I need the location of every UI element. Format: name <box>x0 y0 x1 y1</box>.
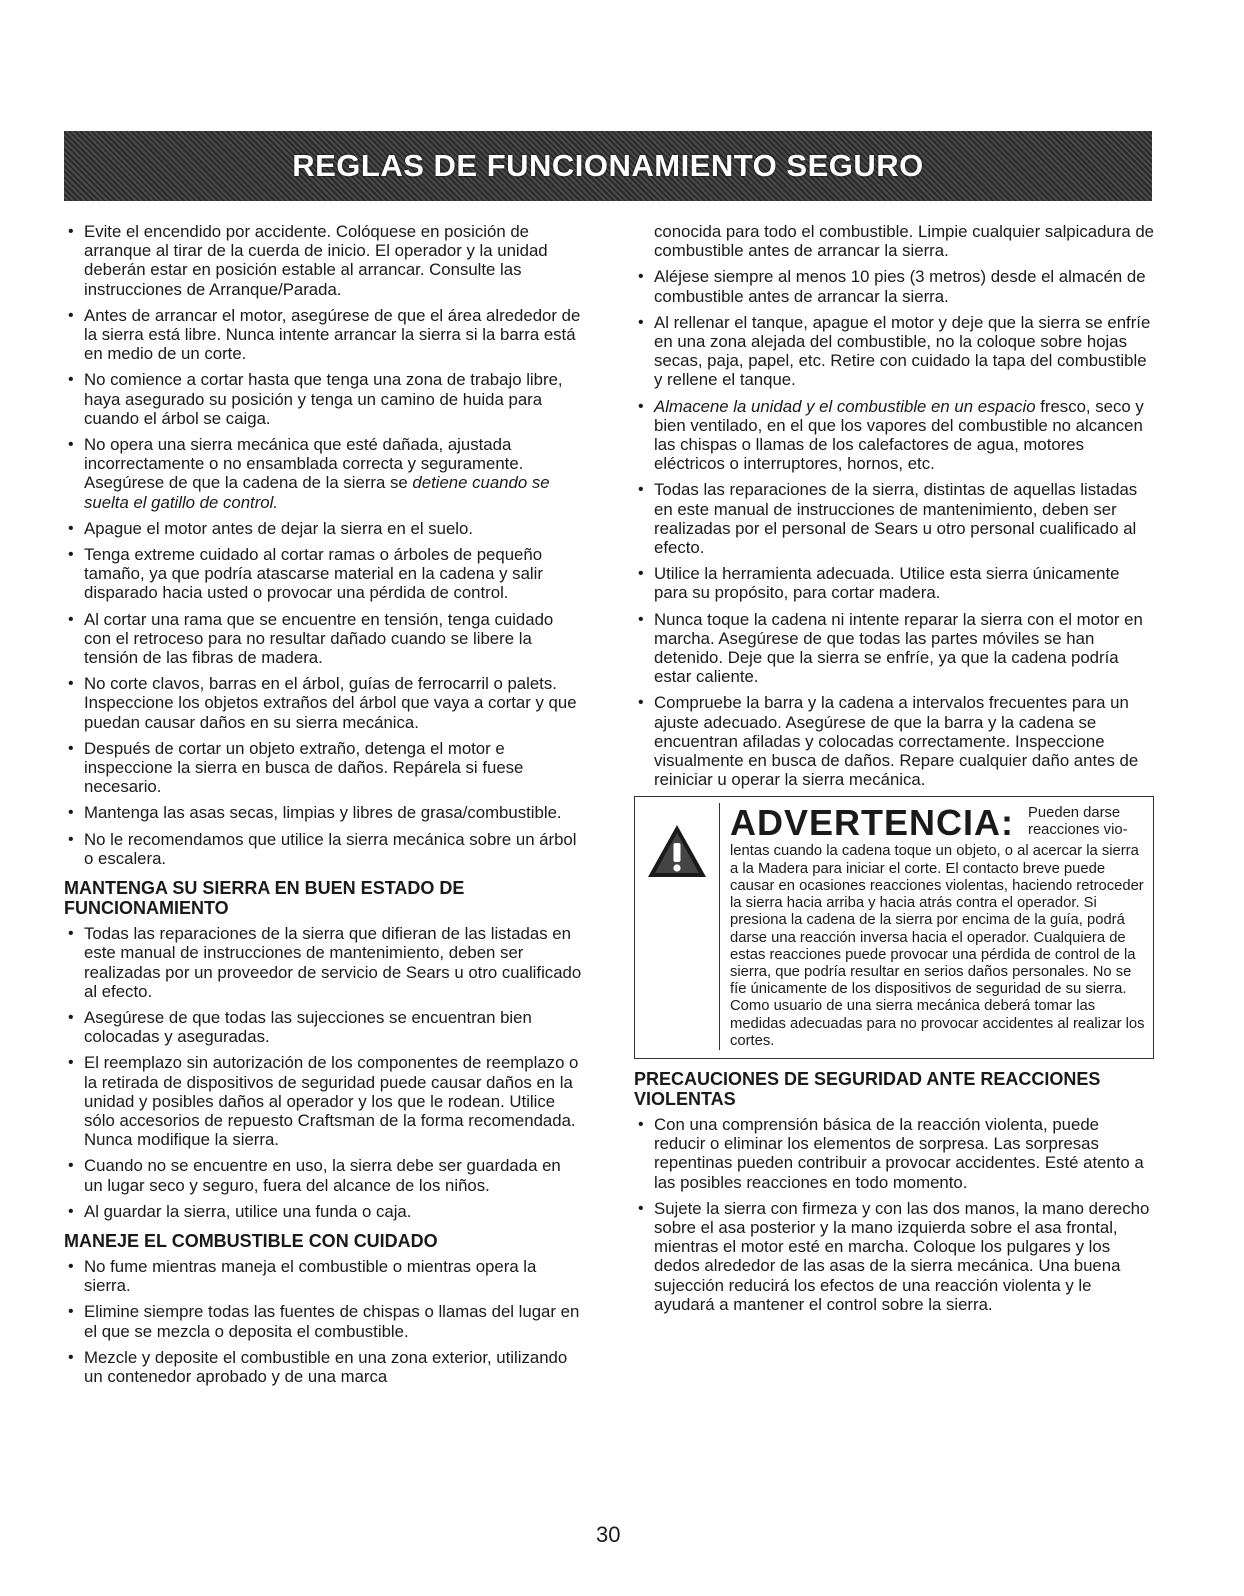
list-item: • Antes de arrancar el motor, asegúrese de que el área alrededor de la sierra está libre. Nunca intente arrancar la sierra si la barra está en medio de un corte. <box>64 306 584 364</box>
list-item: • Con una comprensión básica de la reacción violenta, puede reducir o eliminar los elementos de sorpresa. Las sorpresas repentinas pueden contribuir a provocar accidentes. Esté atento a las posibles reacciones en todo momento. <box>634 1115 1154 1192</box>
warning-title: ADVERTENCIA: <box>730 802 1015 844</box>
list-item: • Compruebe la barra y la cadena a intervalos frecuentes para un ajuste adecuado. Asegúrese de que la barra y la cadena se encuentran afiladas y colocadas correctamente. Inspeccione visualmente en busca de daños. Repare cualquier daño antes de reiniciar u operar la sierra mecánica. <box>634 693 1154 789</box>
list-item: • Al guardar la sierra, utilice una funda o caja. <box>64 1202 584 1221</box>
list-item: • Mantenga las asas secas, limpias y libres de grasa/combustible. <box>64 803 584 822</box>
list-item: • Nunca toque la cadena ni intente reparar la sierra con el motor en marcha. Asegúrese de que todas las partes móviles se han detenido. Deje que la sierra se enfríe, ya que la cadena podría estar caliente. <box>634 610 1154 687</box>
list-item: • Asegúrese de que todas las sujecciones se encuentran bien colocadas y aseguradas. <box>64 1008 584 1046</box>
list-item: • Al cortar una rama que se encuentre en tensión, tenga cuidado con el retroceso para no resultar dañado cuando se libere la tensión de las fibras de madera. <box>64 610 584 668</box>
list-item-italic: Almacene la unidad y el combustible en un espacio <box>654 396 1036 416</box>
list-item: • No comience a cortar hasta que tenga una zona de trabajo libre, haya asegurado su posición y tenga un camino de huida para cuando el árbol se caiga. <box>64 370 584 428</box>
title-banner <box>64 131 1152 201</box>
warning-text: lentas cuando la cadena toque un objeto, o al acercar la sierra a la Madera para iniciar el corte. El contacto breve puede causar en ocasiones reacciones violentas, haciendo retroceder la sierra hacia arriba y hacia atrás contra el operador. Si presiona la cadena de la sierra por encima de la guía, podrá darse una reacción inversa hacia el operador. Cualquiera de estas reacciones puede provocar una pérdida de control de la sierra, que podría resultar en serios daños personales. No se fíe únicamente de los dispositivos de seguridad de su sierra. Como usuario de una sierra mecánica deberá tomar las medidas adecuadas para no provocar accidentes al realizar los cortes. <box>730 843 1145 1049</box>
list-item: • Todas las reparaciones de la sierra que difieran de las listadas en este manual de instrucciones de mantenimiento, deben ser realizadas por un proveedor de servicio de Sears u otro cualificado al efecto. <box>64 924 584 1001</box>
list-item-text: No opera una sierra mecánica que esté dañada, ajustada incorrectamente o no ensamblada correcta y seguramente. Asegúrese de que la cadena de la sierra se <box>84 435 524 493</box>
page-title: REGLAS DE FUNCIONAMIENTO SEGURO <box>292 148 924 183</box>
right-column <box>634 222 1154 1321</box>
list-item: • Utilice la herramienta adecuada. Utilice esta sierra únicamente para su propósito, para cortar madera. <box>634 564 1154 602</box>
list-item: • No fume mientras maneja el combustible o mientras opera la sierra. <box>64 1257 584 1295</box>
warning-header <box>730 803 1147 843</box>
section-heading-kickback: PRECAUCIONES DE SEGURIDAD ANTE REACCIONES VIOLENTAS <box>634 1068 1101 1109</box>
list-item: • Mezcle y deposite el combustible en una zona exterior, utilizando un contenedor aprobado y de una marca <box>64 1348 584 1386</box>
list-item: • El reemplazo sin autorización de los componentes de reemplazo o la retirada de dispositivos de seguridad puede causar daños en la unidad y posibles daños al operador y los que le rodean. Utilice sólo accesorios de repuesto Craftsman de la forma recomendada. Nunca modifique la sierra. <box>64 1053 584 1149</box>
list-item-text: fresco, seco y bien ventilado, en el que los vapores del combustible no alcancen las chispas o llamas de los calefactores de agua, motores eléctricos o interruptores, hornos, etc. <box>654 396 1144 474</box>
page-number: 30 <box>596 1522 621 1547</box>
maintenance-list <box>64 924 584 1221</box>
list-item: • Después de cortar un objeto extraño, detenga el motor e inspeccione la sierra en busca de daños. Repárela si fuese necesario. <box>64 739 584 797</box>
section-heading-fuel: MANEJE EL COMBUSTIBLE CON CUIDADO <box>64 1230 438 1251</box>
list-item <box>634 397 1154 474</box>
list-item: • Al rellenar el tanque, apague el motor y deje que la sierra se enfríe en una zona alejada del combustible, no la coloque sobre hojas secas, paja, papel, etc. Retire con cuidado la tapa del combustible y rellene el tanque. <box>634 313 1154 390</box>
warning-triangle-icon <box>635 803 719 1049</box>
list-item: • Apague el motor antes de dejar la sierra en el suelo. <box>64 519 584 538</box>
list-item: • No le recomendamos que utilice la sierra mecánica sobre un árbol o escalera. <box>64 830 584 868</box>
continued-text: conocida para todo el combustible. Limpie cualquier salpicadura de combustible antes de arrancar la sierra. <box>654 222 1155 261</box>
fuel-list <box>64 1257 584 1386</box>
list-item: • Cuando no se encuentre en uso, la sierra debe ser guardada en un lugar seco y seguro, fuera del alcance de los niños. <box>64 1156 584 1194</box>
kickback-list <box>634 1115 1154 1314</box>
left-column <box>64 222 584 1393</box>
list-item: • Tenga extreme cuidado al cortar ramas o árboles de pequeño tamaño, ya que podría atascarse material en la cadena y salir disparado hacia usted o provocar una pérdida de control. <box>64 545 584 603</box>
general-rules-list <box>64 222 584 868</box>
list-item: • Evite el encendido por accidente. Colóquese en posición de arranque al tirar de la cuerda de inicio. El operador y la unidad deberán estar en posición estable al arrancar. Consulte las instrucciones de Arranque/Parada. <box>64 222 584 299</box>
list-item: • No corte clavos, barras en el árbol, guías de ferrocarril o palets. Inspeccione los objetos extraños del árbol que vaya a cortar y que puedan causar daños en su sierra mecánica. <box>64 674 584 732</box>
list-item: • Elimine siempre todas las fuentes de chispas o llamas del lugar en el que se mezcla o deposita el combustible. <box>64 1302 584 1340</box>
list-item: • Sujete la sierra con firmeza y con las dos manos, la mano derecho sobre el asa posterior y la mano izquierda sobre el asa frontal, mientras el motor esté en marcha. Coloque los pulgares y los dedos alrededor de las asas de la sierra mecánica. Una buena sujección reducirá los efectos de una reacción violenta y le ayudará a mantener el control sobre la sierra. <box>634 1199 1154 1314</box>
fuel-list-continued <box>634 267 1154 789</box>
section-heading-maintenance: MANTENGA SU SIERRA EN BUEN ESTADO DE FUNCIONAMIENTO <box>64 878 465 919</box>
list-item: • Aléjese siempre al menos 10 pies (3 metros) desde el almacén de combustible antes de arrancar la sierra. <box>634 267 1154 305</box>
warning-box <box>634 796 1154 1058</box>
warning-body <box>719 803 1147 1049</box>
list-item <box>64 435 584 512</box>
list-item-italic: detiene cuando se suelta el gatillo de control. <box>84 473 550 512</box>
list-item: • Todas las reparaciones de la sierra, distintas de aquellas listadas en este manual de instrucciones de mantenimiento, deben ser realizadas por el personal de Sears u otro personal cualificado al efecto. <box>634 480 1154 557</box>
warning-intro: Pueden darse reacciones vio- <box>1028 805 1128 839</box>
